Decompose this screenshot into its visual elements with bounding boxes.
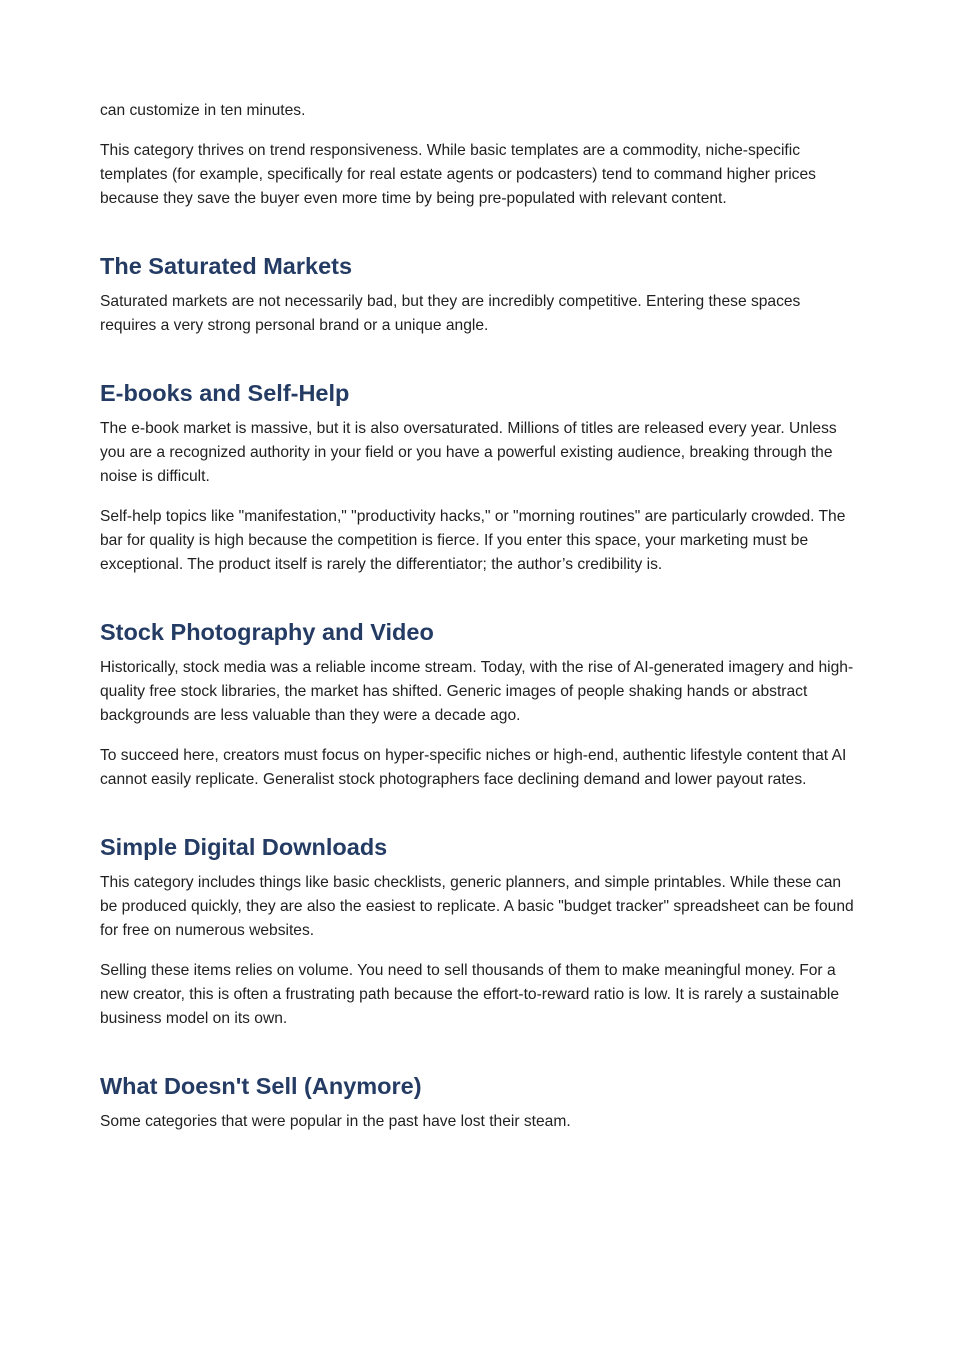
simple-downloads-paragraph-2: Selling these items relies on volume. You need to sell thousands of them to make meaningful money. For a new creator, this is often a frustrating path because the effort-to-reward ratio is low. It is rarely a sustainable business model on its own. <box>100 962 840 1027</box>
what-doesnt-sell-paragraph-1: Some categories that were popular in the past have lost their steam. <box>100 1113 571 1130</box>
intro-paragraph-1: can customize in ten minutes. <box>100 102 306 119</box>
section-heading-simple-digital-downloads: Simple Digital Downloads <box>100 834 388 860</box>
stock-photography-paragraph-2: To succeed here, creators must focus on hyper-specific niches or high-end, authentic lifestyle content that AI cannot easily replicate. Generalist stock photographers face declining demand and lower payout rates. <box>100 747 847 788</box>
document-page <box>100 99 860 1150</box>
ebooks-paragraph-2: Self-help topics like "manifestation," "productivity hacks," or "morning routines" are particularly crowded. The bar for quality is high because the competition is fierce. If you enter this space, your marketing must be exceptional. The product itself is rarely the differentiator; the author’s credibility is. <box>100 508 846 573</box>
section-heading-saturated-markets: The Saturated Markets <box>100 253 353 279</box>
simple-downloads-paragraph-1: This category includes things like basic checklists, generic planners, and simple printables. While these can be produced quickly, they are also the easiest to replicate. A basic "budget tracker" spreadsheet can be found for free on numerous websites. <box>100 874 854 939</box>
stock-photography-paragraph-1: Historically, stock media was a reliable income stream. Today, with the rise of AI-generated imagery and high-quality free stock libraries, the market has shifted. Generic images of people shaking hands or abstract backgrounds are less valuable than they were a decade ago. <box>100 659 854 724</box>
section-heading-ebooks-self-help: E-books and Self-Help <box>100 380 350 406</box>
ebooks-paragraph-1: The e-book market is massive, but it is also oversaturated. Millions of titles are released every year. Unless you are a recognized authority in your field or you have a powerful existing audience, breaking through the noise is difficult. <box>100 420 837 485</box>
section-heading-stock-photography: Stock Photography and Video <box>100 619 434 645</box>
intro-paragraph-2: This category thrives on trend responsiveness. While basic templates are a commodity, niche-specific templates (for example, specifically for real estate agents or podcasters) tend to command higher prices because they save the buyer even more time by being pre-populated with relevant content. <box>100 142 816 207</box>
saturated-markets-paragraph-1: Saturated markets are not necessarily bad, but they are incredibly competitive. Entering these spaces requires a very strong personal brand or a unique angle. <box>100 293 801 334</box>
section-heading-what-doesnt-sell: What Doesn't Sell (Anymore) <box>100 1073 422 1099</box>
